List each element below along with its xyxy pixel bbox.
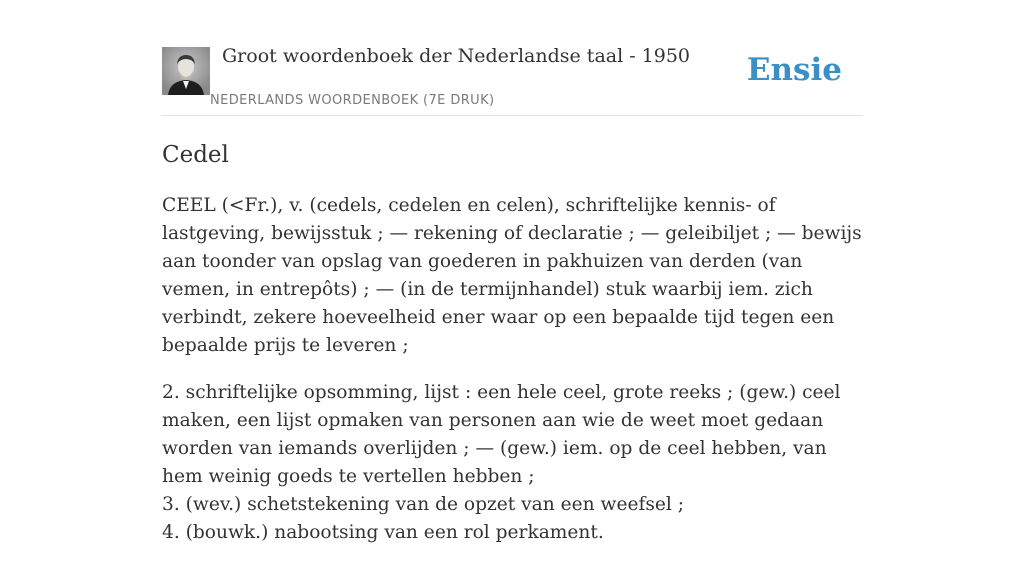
book-title[interactable]: Groot woordenboek der Nederlandse taal - 1950 — [222, 45, 691, 67]
book-subtitle: NEDERLANDS WOORDENBOEK (7E DRUK) — [210, 93, 495, 108]
entry-headword: Cedel — [162, 142, 229, 168]
ensie-logo[interactable]: Ensie — [746, 52, 842, 88]
sense-2: 2. schriftelijke opsomming, lijst : een hele ceel, grote reeks ; (gew.) ceel maken, een lijst opmaken van personen aan wie de weet moet gedaan worden van iemands overlijden ; — (gew.) iem. op de ceel hebben, van hem weinig goeds te vertellen hebben ; — [162, 382, 841, 487]
author-avatar[interactable] — [162, 47, 210, 95]
entry-definition — [162, 192, 862, 566]
sense-3: 3. (wev.) schetstekening van de opzet van een weefsel ; — [162, 494, 685, 515]
sense-4: 4. (bouwk.) nabootsing van een rol perkament. — [162, 522, 604, 543]
page-header — [162, 0, 862, 116]
definition-senses — [162, 379, 862, 547]
author-portrait-icon — [162, 47, 210, 95]
definition-paragraph: CEEL (<Fr.), v. (cedels, cedelen en celen), schriftelijke kennis- of lastgeving, bewijsstuk ; — rekening of declaratie ; — geleibiljet ; — bewijs aan toonder van opslag van goederen in pakhuizen van derden (van vemen, in entrepôts) ; — (in de termijnhandel) stuk waarbij iem. zich verbindt, zekere hoeveelheid ener waar op een bepaalde tijd tegen een bepaalde prijs te leveren ; — [162, 195, 862, 356]
